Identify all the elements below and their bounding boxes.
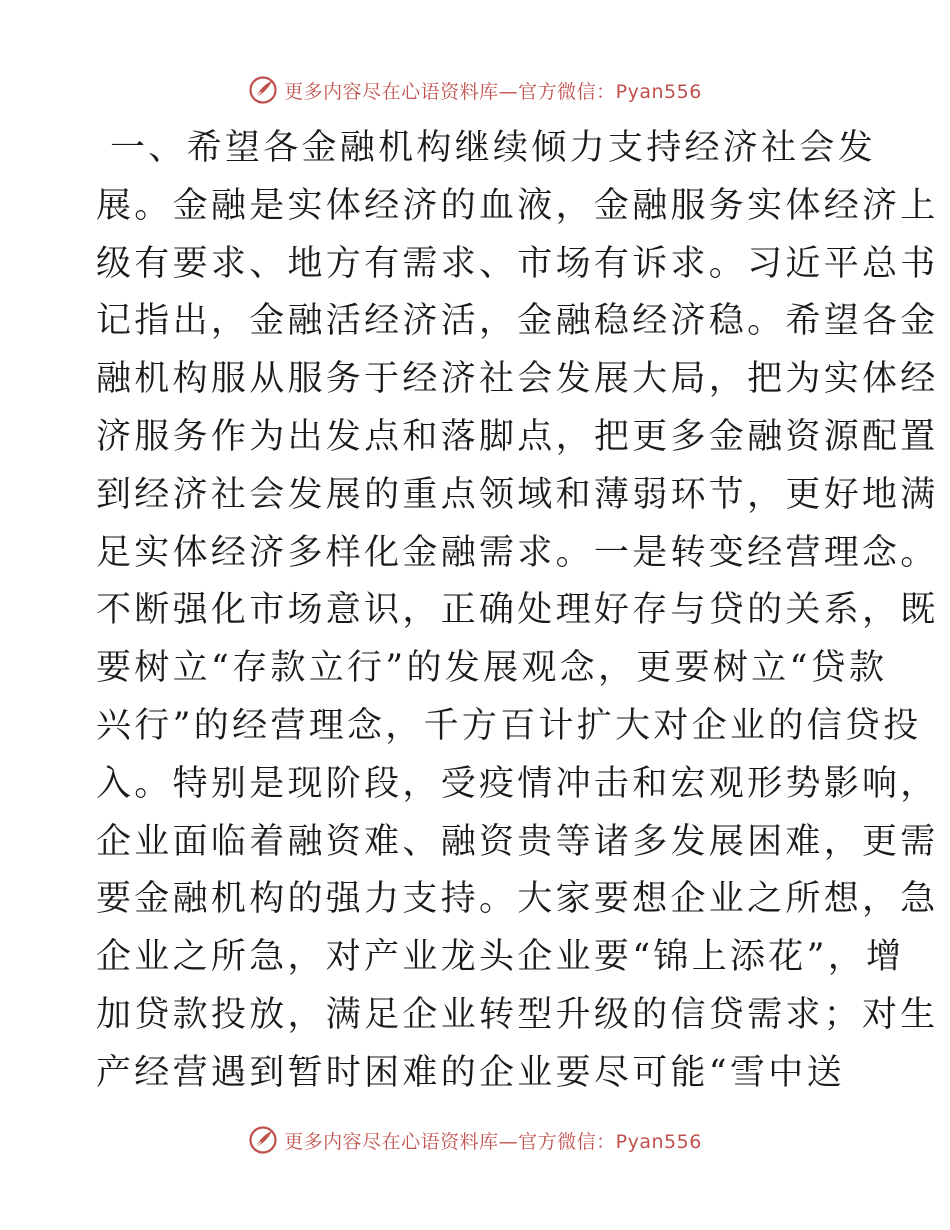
paragraph-line: 企业面临着融资难、融资贵等诸多发展困难，更需 <box>96 821 939 862</box>
paragraph-line: 济服务作为出发点和落脚点，把更多金融资源配置 <box>96 416 939 457</box>
paragraph-line: 企业之所急，对产业龙头企业要“锦上添花”，增 <box>96 937 905 978</box>
paragraph-line: 一、希望各金融机构继续倾力支持经济社会发 <box>110 128 877 168</box>
watermark-text: 更多内容尽在心语资料库—官方微信：Pyan556 <box>284 1130 702 1153</box>
paragraph-line: 记指出，金融活经济活，金融稳经济稳。希望各金 <box>96 301 939 342</box>
paragraph-line: 级有要求、地方有需求、市场有诉求。习近平总书 <box>96 243 939 284</box>
paragraph-line: 加贷款投放，满足企业转型升级的信贷需求；对生 <box>96 994 939 1035</box>
watermark-text: 更多内容尽在心语资料库—官方微信：Pyan556 <box>284 80 702 103</box>
paragraph-line: 产经营遇到暂时困难的企业要尽可能“雪中送 <box>96 1052 845 1093</box>
header-watermark <box>0 70 950 110</box>
paragraph-line: 要树立“存款立行”的发展观念，更要树立“贷款 <box>96 648 888 689</box>
paragraph-line: 融机构服从服务于经济社会发展大局，把为实体经 <box>96 359 939 400</box>
footer-watermark <box>0 1120 950 1160</box>
paragraph-line: 要金融机构的强力支持。大家要想企业之所想，急 <box>96 879 939 920</box>
document-body <box>96 120 939 1103</box>
paragraph-line: 展。金融是实体经济的血液，金融服务实体经济上 <box>96 185 939 226</box>
paragraph-line: 到经济社会发展的重点领域和薄弱环节，更好地满 <box>96 474 939 515</box>
feather-pen-logo-icon <box>248 1125 278 1155</box>
paragraph-line: 兴行”的经营理念，千方百计扩大对企业的信贷投 <box>96 705 922 746</box>
feather-pen-logo-icon <box>248 75 278 105</box>
paragraph-line: 入。特别是现阶段，受疫情冲击和宏观形势影响， <box>96 763 939 804</box>
paragraph-line: 不断强化市场意识，正确处理好存与贷的关系，既 <box>96 590 939 631</box>
paragraph-line: 足实体经济多样化金融需求。一是转变经营理念。 <box>96 532 939 573</box>
